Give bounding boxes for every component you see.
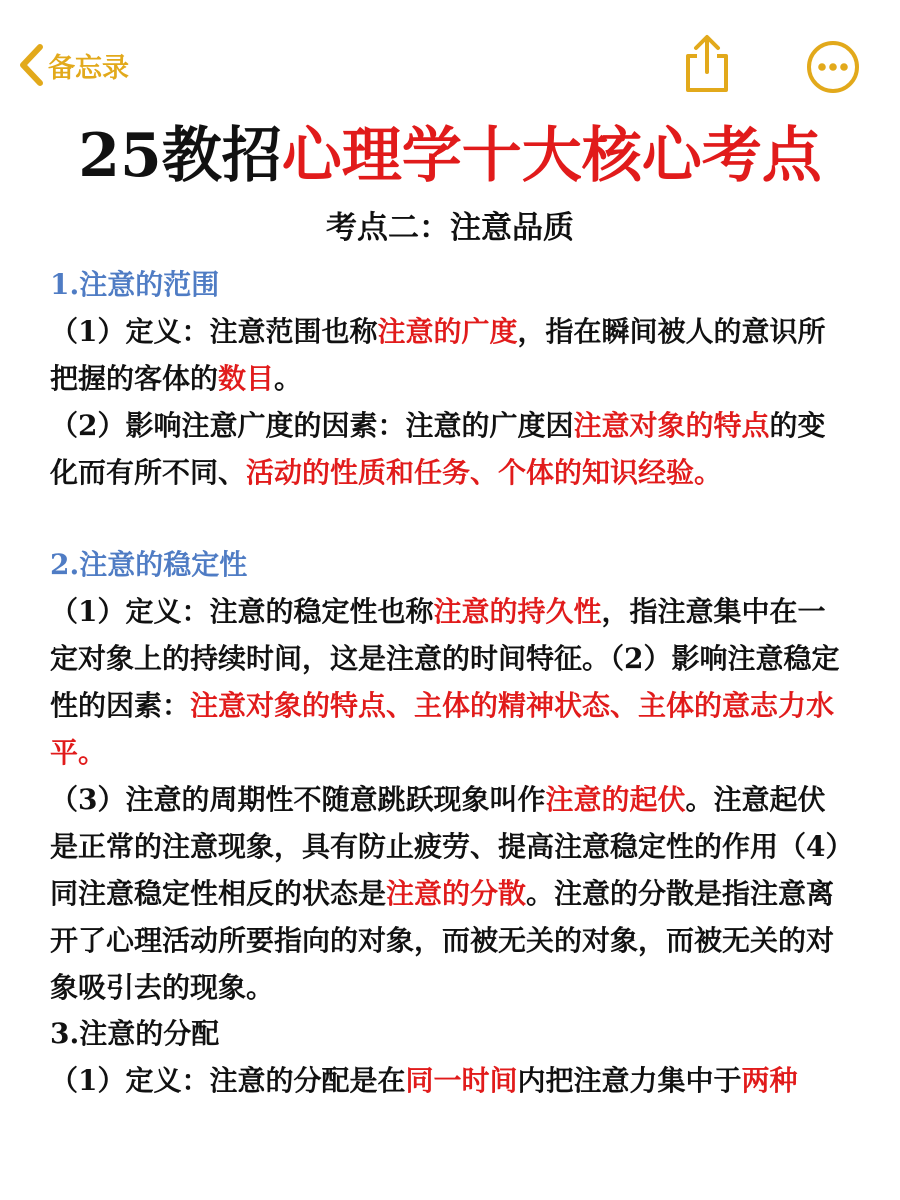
section-3-heading: 3.注意的分配 <box>50 1017 220 1050</box>
page-subtitle: 考点二：注意品质 <box>326 210 574 246</box>
text-run: 的变化而有所不同、 <box>50 409 826 489</box>
text-run: （1）定义：注意范围也称 <box>50 315 378 348</box>
text-run: 。注意起伏是正常的注意现象，具有防止疲劳、提高注意稳定性的作用（4）同注意稳定性相反的状态是 <box>50 783 840 910</box>
text-run: 内把注意力集中于 <box>517 1064 742 1097</box>
note-body <box>50 262 850 1104</box>
highlight-text: 注意的分散 <box>386 877 527 910</box>
section-2-paragraph-2 <box>50 776 850 1011</box>
highlight-text: 注意的广度 <box>377 315 518 348</box>
text-run: （2）影响注意广度的因素：注意的广度因 <box>50 409 574 442</box>
section-1-paragraph-1 <box>50 308 850 402</box>
highlight-text: 同一时间 <box>405 1064 518 1097</box>
highlight-text: 数目 <box>218 362 275 395</box>
back-label: 备忘录 <box>48 52 129 84</box>
text-run: ，指在瞬间被人的意识所把握的客体的 <box>50 315 826 395</box>
highlight-text: 注意对象的特点、主体的精神状态、主体的意志力水平。 <box>50 689 835 769</box>
highlight-text: 注意的持久性 <box>433 595 602 628</box>
text-run: ，指注意集中在一定对象上的持续时间，这是注意的时间特征。（2）影响注意稳定性的因素： <box>50 595 840 722</box>
title-highlight: 心理学十大核心考点 <box>281 121 822 191</box>
section-1-paragraph-2 <box>50 402 850 496</box>
highlight-text: 注意对象的特点 <box>573 409 770 442</box>
section-2-paragraph-1 <box>50 588 850 776</box>
more-icon <box>806 79 860 98</box>
section-3-paragraph-1 <box>50 1057 850 1104</box>
text-run: （1）定义：注意的分配是在 <box>50 1064 406 1097</box>
text-run: （3）注意的周期性不随意跳跃现象叫作 <box>50 783 546 816</box>
text-run: 。 <box>274 362 303 395</box>
section-1-heading: 1.注意的范围 <box>50 268 220 301</box>
highlight-text: 活动的性质和任务、个体的知识经验。 <box>246 456 723 489</box>
section-2-heading: 2.注意的稳定性 <box>50 548 248 581</box>
back-button[interactable] <box>18 40 129 90</box>
highlight-text: 两种 <box>741 1064 798 1097</box>
nav-bar <box>0 0 900 120</box>
more-button[interactable] <box>806 40 860 94</box>
spacer <box>50 496 850 542</box>
text-run: 。注意的分散是指注意离开了心理活动所要指向的对象，而被无关的对象，而被无关的对象吸引去的现象。 <box>50 877 835 1004</box>
share-button[interactable] <box>682 34 732 94</box>
highlight-text: 注意的起伏 <box>545 783 686 816</box>
page-title <box>0 108 900 194</box>
share-icon <box>682 79 732 98</box>
chevron-left-icon <box>18 43 44 87</box>
text-run: （1）定义：注意的稳定性也称 <box>50 595 434 628</box>
title-prefix: 25教招 <box>78 121 282 191</box>
